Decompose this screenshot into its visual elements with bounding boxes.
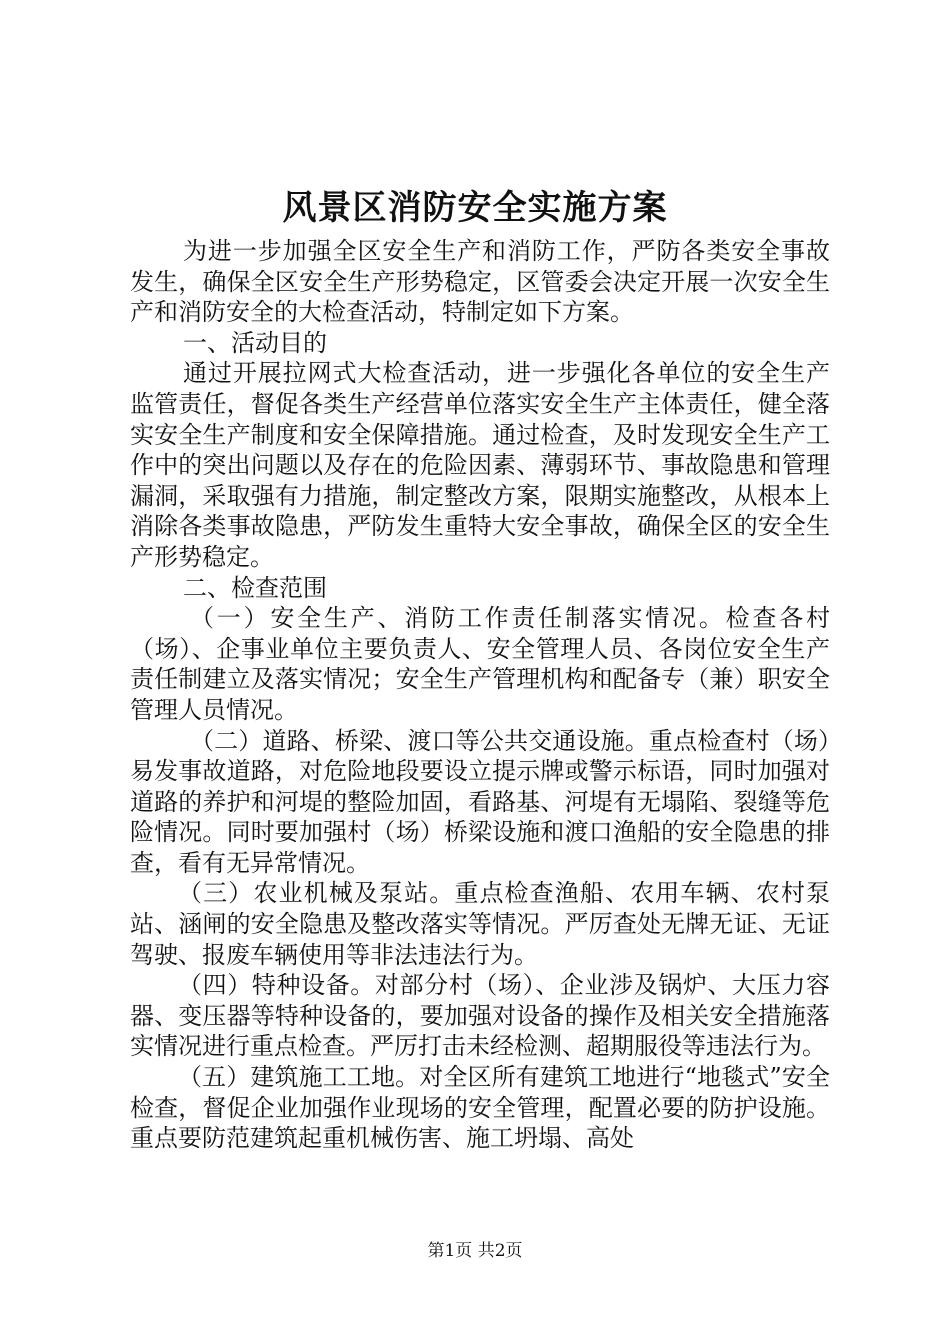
page-footer: 第1页 共2页	[427, 1241, 523, 1261]
document-body	[130, 236, 830, 1154]
paragraph-scope-3: （三）农业机械及泵站。重点检查渔船、农用车辆、农村泵站、涵闸的安全隐患及整改落实等情况。严厉查处无牌无证、无证驾驶、报废车辆使用等非法违法行为。	[130, 879, 830, 969]
paragraph-purpose: 通过开展拉网式大检查活动，进一步强化各单位的安全生产监管责任，督促各类生产经营单位落实安全生产主体责任，健全落实安全生产制度和安全保障措施。通过检查，及时发现安全生产工作中的突出问题以及存在的危险因素、薄弱环节、事故隐患和管理漏洞，采取强有力措施，制定整改方案，限期实施整改，从根本上消除各类事故隐患，严防发生重特大安全事故，确保全区的安全生产形势稳定。	[130, 359, 830, 571]
section-heading-scope: 二、检查范围	[183, 573, 327, 602]
section-heading-purpose: 一、活动目的	[183, 328, 327, 357]
paragraph-scope-5: （五）建筑施工工地。对全区所有建筑工地进行“地毯式”安全检查，督促企业加强作业现场的安全管理，配置必要的防护设施。重点要防范建筑起重机械伤害、施工坍塌、高处	[130, 1063, 830, 1153]
paragraph-scope-2: （二）道路、桥梁、渡口等公共交通设施。重点检查村（场）易发事故道路，对危险地段要设立提示牌或警示标语，同时加强对道路的养护和河堤的整险加固，看路基、河堤有无塌陷、裂缝等危险情况。同时要加强村（场）桥梁设施和渡口渔船的安全隐患的排查，看有无异常情况。	[130, 726, 830, 877]
document-title: 风景区消防安全实施方案	[282, 188, 668, 228]
paragraph-scope-1: （一）安全生产、消防工作责任制落实情况。检查各村（场）、企事业单位主要负责人、安全管理人员、各岗位安全生产责任制建立及落实情况；安全生产管理机构和配备专（兼）职安全管理人员情况。	[130, 604, 830, 724]
paragraph-scope-4: （四）特种设备。对部分村（场）、企业涉及锅炉、大压力容器、变压器等特种设备的，要加强对设备的操作及相关安全措施落实情况进行重点检查。严厉打击未经检测、超期服役等违法行为。	[130, 971, 830, 1061]
paragraph-intro: 为进一步加强全区安全生产和消防工作，严防各类安全事故发生，确保全区安全生产形势稳定，区管委会决定开展一次安全生产和消防安全的大检查活动，特制定如下方案。	[130, 237, 830, 327]
